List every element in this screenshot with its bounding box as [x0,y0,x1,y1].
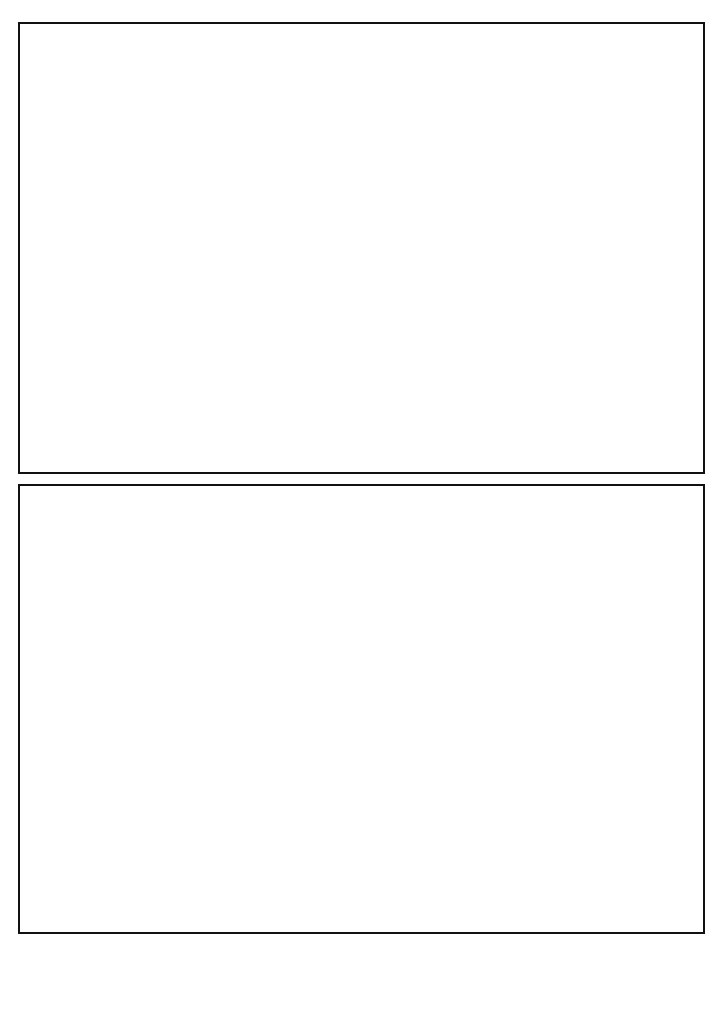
roster-table-bottom [18,484,705,934]
roster-table-top [18,22,705,474]
